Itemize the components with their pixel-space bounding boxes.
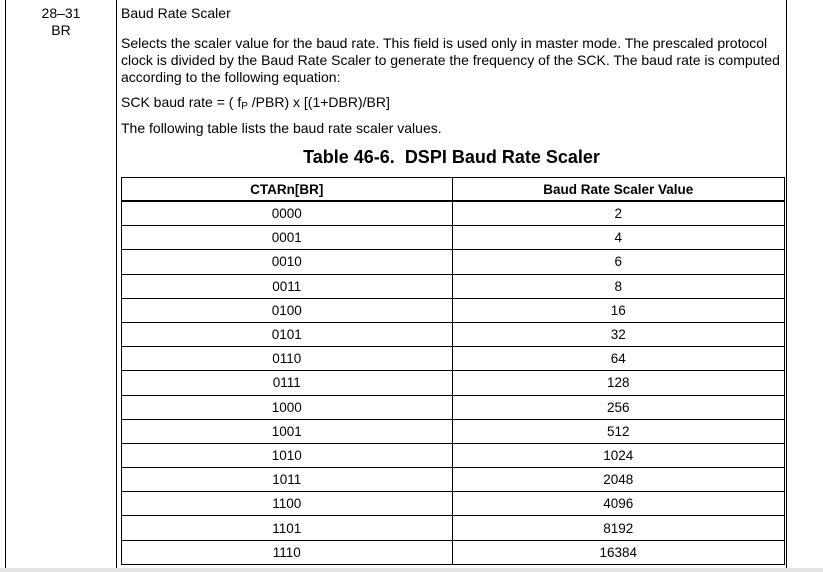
table-intro-text: The following table lists the baud rate scaler values.: [121, 120, 442, 136]
cell-ctar-br: 1011: [122, 468, 453, 492]
table-row: [122, 395, 785, 419]
table-row: [122, 419, 785, 443]
cell-ctar-br: 0100: [122, 298, 453, 322]
cell-scaler-value: 128: [452, 371, 784, 395]
field-description: Selects the scaler value for the baud rate. This field is used only in master mode. The prescaled protocol clock is divided by the Baud Rate Scaler to generate the frequency of the SCK. The baud rate is computed according to the following equation:: [121, 35, 780, 85]
cell-ctar-br: 1110: [122, 540, 453, 564]
table-row: [122, 516, 785, 540]
cell-scaler-value: 16384: [452, 540, 784, 564]
equation-prefix: SCK baud rate = ( f: [121, 94, 242, 110]
table-row: [122, 201, 785, 226]
cell-scaler-value: 4096: [452, 492, 784, 516]
equation-subscript: P: [241, 101, 248, 112]
cell-scaler-value: 6: [452, 250, 784, 274]
cell-scaler-value: 2048: [452, 468, 784, 492]
table-row: [122, 443, 785, 467]
table-border-left: [5, 0, 6, 568]
field-description-cell: [121, 5, 785, 137]
table-row: [122, 371, 785, 395]
page-bottom-band: [0, 568, 823, 572]
table-row: [122, 274, 785, 298]
cell-ctar-br: 0011: [122, 274, 453, 298]
cell-ctar-br: 0001: [122, 226, 453, 250]
table-row: [122, 226, 785, 250]
cell-ctar-br: 0000: [122, 201, 453, 226]
field-bit-range: 28–31: [41, 5, 81, 21]
table-border-right: [786, 0, 787, 568]
table-row: [122, 322, 785, 346]
cell-scaler-value: 8192: [452, 516, 784, 540]
cell-scaler-value: 16: [452, 298, 784, 322]
field-bits-cell: [6, 5, 116, 39]
table-row: [122, 492, 785, 516]
table-border-divider: [116, 0, 117, 568]
table-row: [122, 298, 785, 322]
cell-ctar-br: 0110: [122, 347, 453, 371]
baud-rate-equation: [121, 94, 785, 111]
baud-rate-scaler-table: [121, 177, 785, 565]
table-body: [122, 201, 785, 564]
cell-scaler-value: 32: [452, 322, 784, 346]
cell-scaler-value: 2: [452, 201, 784, 226]
cell-ctar-br: 0111: [122, 371, 453, 395]
header-scaler-value: Baud Rate Scaler Value: [452, 178, 784, 202]
cell-ctar-br: 0010: [122, 250, 453, 274]
cell-ctar-br: 1101: [122, 516, 453, 540]
field-name: BR: [51, 22, 71, 38]
cell-ctar-br: 1010: [122, 443, 453, 467]
field-title: Baud Rate Scaler: [121, 5, 231, 21]
table-row: [122, 540, 785, 564]
cell-scaler-value: 64: [452, 347, 784, 371]
cell-ctar-br: 0101: [122, 322, 453, 346]
cell-ctar-br: 1001: [122, 419, 453, 443]
table-row: [122, 250, 785, 274]
equation-suffix: /PBR) x [(1+DBR)/BR]: [247, 94, 390, 110]
cell-scaler-value: 1024: [452, 443, 784, 467]
table-header-row: [122, 178, 785, 202]
table-row: [122, 347, 785, 371]
cell-ctar-br: 1100: [122, 492, 453, 516]
table-caption-number: Table 46-6.: [303, 147, 395, 167]
cell-scaler-value: 512: [452, 419, 784, 443]
cell-scaler-value: 4: [452, 226, 784, 250]
table-caption: [117, 147, 786, 167]
cell-scaler-value: 8: [452, 274, 784, 298]
table-row: [122, 468, 785, 492]
header-ctar-br: CTARn[BR]: [122, 178, 453, 202]
cell-scaler-value: 256: [452, 395, 784, 419]
table-caption-title: DSPI Baud Rate Scaler: [404, 147, 600, 167]
cell-ctar-br: 1000: [122, 395, 453, 419]
